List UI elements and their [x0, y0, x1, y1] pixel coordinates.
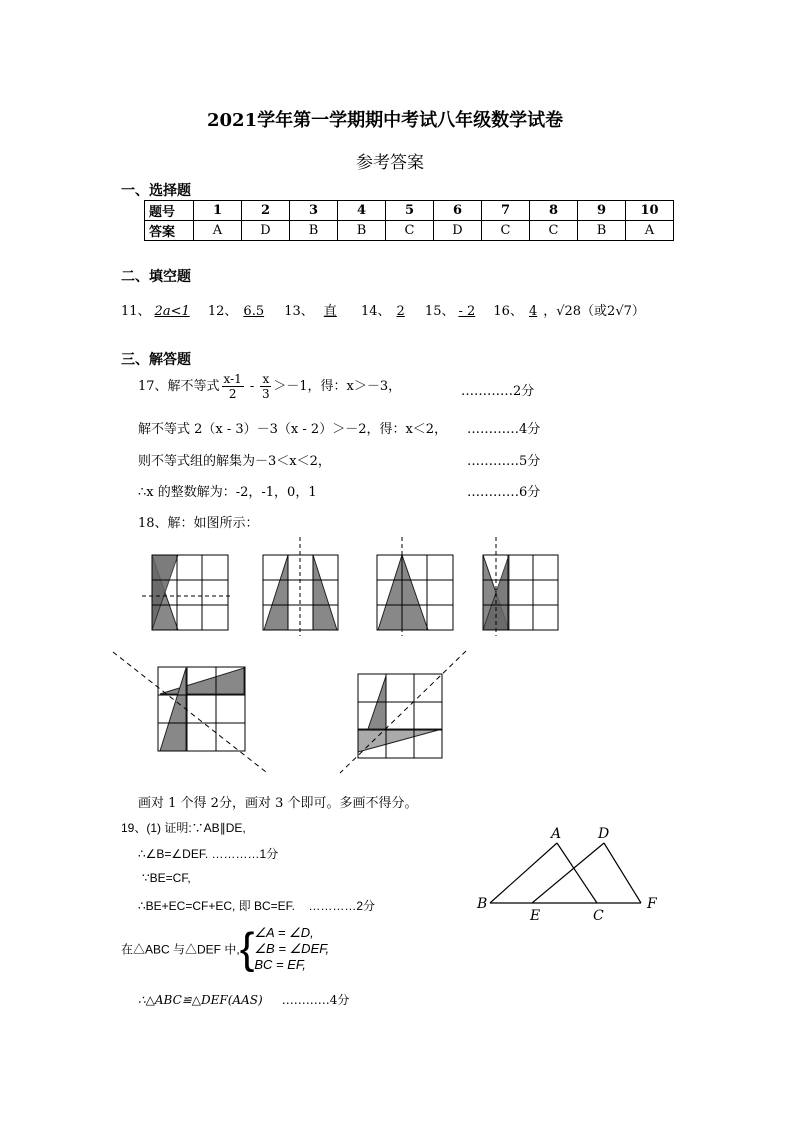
item-no: 15、: [424, 304, 455, 319]
q19-line1: 19、(1) 证明:∵AB∥DE,: [121, 821, 246, 835]
item-no: 13、: [284, 304, 314, 319]
q19-text: ∴∠B=∠DEF.: [138, 847, 209, 861]
table-cell: D: [242, 221, 290, 241]
brace: {: [239, 924, 255, 973]
equation: ∠B = ∠DEF,: [254, 941, 330, 956]
score: …………4分: [281, 993, 350, 1007]
section1-heading: 一、选择题: [121, 183, 191, 199]
q17-line4: ∴x 的整数解为：-2，-1，0，1: [138, 485, 317, 500]
item-no: 14、: [360, 304, 391, 319]
score: …………2分: [308, 899, 376, 913]
item-no: 16、: [493, 304, 523, 319]
item-answer: - 2: [458, 304, 476, 319]
q17-suffix: ＞－1，得：x＞－3，: [273, 379, 402, 394]
label-F: F: [647, 896, 657, 912]
table-cell: B: [338, 221, 386, 241]
equation: ∠A = ∠D,: [254, 925, 314, 940]
q17-line1: 17、解不等式 $\frac{x-1}{2}$ - $\frac{x}{3}$ ＞－1，得：x＞－3，: [138, 372, 402, 401]
item-answer: 直: [323, 304, 337, 319]
score: …………1分: [211, 847, 279, 861]
table-cell: B: [578, 221, 626, 241]
q19-text: 在△ABC 与△DEF 中,: [121, 942, 240, 957]
equation: BC = EF,: [254, 957, 306, 972]
section3-heading: 三、解答题: [121, 352, 191, 368]
q18-note: 画对 1 个得 2分，画对 3 个即可。多画不得分。: [138, 796, 418, 811]
item-no: 11、: [121, 304, 151, 319]
table-cell: 6: [434, 201, 482, 221]
page-subtitle: 参考答案: [356, 153, 424, 173]
score: …………2分: [461, 384, 535, 399]
score: …………4分: [467, 422, 541, 437]
q19-text: ∴BE+EC=CF+EC, 即 BC=EF.: [138, 899, 296, 913]
table-cell: 8: [530, 201, 578, 221]
label-A: A: [551, 826, 562, 842]
table-cell: 5: [386, 201, 434, 221]
page-title: 2021学年第一学期期中考试八年级数学试卷: [207, 110, 564, 131]
item-answer: 2a<1: [154, 304, 190, 319]
table-cell: C: [530, 221, 578, 241]
label-D: D: [598, 826, 610, 842]
score: …………5分: [467, 454, 541, 469]
table-cell: D: [434, 221, 482, 241]
row2-label: 答案: [145, 221, 194, 241]
q19-text: ∴△ABC≌△DEF(AAS): [138, 993, 263, 1007]
table-cell: A: [626, 221, 674, 241]
score: …………6分: [467, 485, 541, 500]
frac-num: x-1: [223, 372, 242, 386]
item-no: 12、: [207, 304, 238, 319]
frac-num: x: [262, 372, 270, 386]
label-C: C: [593, 908, 604, 924]
label-B: B: [477, 896, 488, 912]
frac-den: 2: [228, 387, 237, 401]
row1-label: 题号: [145, 201, 194, 221]
q19-line3: ∵BE=CF,: [142, 871, 191, 885]
table-cell: 3: [290, 201, 338, 221]
item16-extra: ，√28（或2√7）: [543, 304, 645, 319]
table-cell: 1: [194, 201, 242, 221]
item-answer: 4: [528, 304, 538, 319]
q17-line3: 则不等式组的解集为－3＜x＜2，: [138, 454, 331, 469]
q17-line2: 解不等式 2（x - 3）－3（x - 2）＞－2，得：x＜2，: [138, 422, 448, 437]
table-cell: 7: [482, 201, 530, 221]
item-answer: 6.5: [243, 304, 265, 319]
table-cell: C: [482, 221, 530, 241]
table-cell: 4: [338, 201, 386, 221]
table-cell: 9: [578, 201, 626, 221]
q17-prefix: 17、解不等式: [138, 379, 220, 394]
item-answer: 2: [396, 304, 405, 319]
table-cell: C: [386, 221, 434, 241]
frac-den: 3: [262, 387, 270, 401]
table-cell: 10: [626, 201, 674, 221]
q18-intro: 18、解：如图所示：: [138, 516, 259, 531]
table-cell: 2: [242, 201, 290, 221]
label-E: E: [530, 908, 541, 924]
table-cell: B: [290, 221, 338, 241]
section2-heading: 二、填空题: [121, 269, 191, 285]
table-cell: A: [194, 221, 242, 241]
